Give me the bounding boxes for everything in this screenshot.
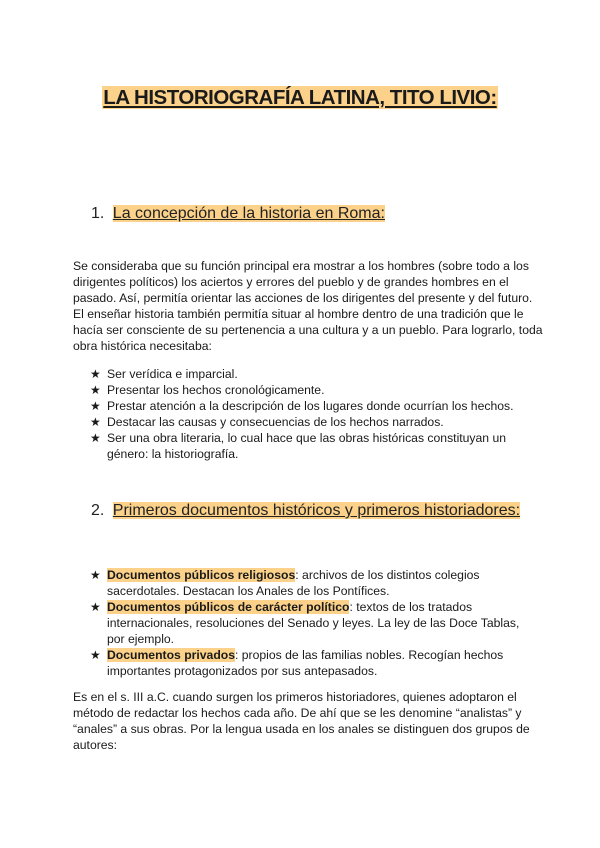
star-icon: ★ <box>90 415 101 429</box>
list-item: ★ Ser verídica e imparcial. <box>90 367 238 381</box>
list-item: ★ Destacar las causas y consecuencias de los hechos narrados. <box>90 415 444 429</box>
section-1-title: La concepción de la historia en Roma: <box>112 205 385 222</box>
term-highlight: Documentos públicos religiosos <box>107 568 296 582</box>
star-icon: ★ <box>90 568 101 582</box>
section-1-number: 1. <box>91 205 105 222</box>
star-icon: ★ <box>90 383 101 397</box>
star-icon: ★ <box>90 648 101 662</box>
section-2-heading <box>91 500 520 522</box>
page-title <box>0 83 600 113</box>
star-icon: ★ <box>90 367 101 381</box>
section-2-title: Primeros documentos históricos y primeros historiadores: <box>112 502 521 519</box>
star-icon: ★ <box>90 600 101 614</box>
term-highlight: Documentos públicos de carácter político <box>107 600 350 614</box>
list-item: ★ Presentar los hechos cronológicamente. <box>90 383 325 397</box>
requirements-list <box>90 366 530 462</box>
section-1-paragraph: Se consideraba que su función principal era mostrar a los hombres (sobre todo a los dirigentes políticos) los aciertos y errores del pueblo y de grandes hombres en el pasado. Así, permitía orientar las acciones de los dirigentes del presente y del futuro. El enseñar historia también permitía situar al hombre dentro de una tradición que le hacía ser consciente de su pertenencia a una cultura y a un pueblo. Para lograrlo, toda obra histórica necesitaba: <box>73 259 543 353</box>
page-title-text: LA HISTORIOGRAFÍA LATINA, TITO LIVIO: <box>103 86 497 109</box>
list-item: ★ Documentos privados: propios de las familias nobles. Recogían hechos importantes protagonizados por sus antepasados. <box>90 648 504 678</box>
list-item: ★ Ser una obra literaria, lo cual hace que las obras históricas constituyan un género: la historiografía. <box>90 431 507 461</box>
section-2-number: 2. <box>91 502 105 519</box>
list-item: ★ Documentos públicos de carácter político: textos de los tratados internacionales, resoluciones del Senado y leyes. La ley de las Doce Tablas, por ejemplo. <box>90 600 520 646</box>
star-icon: ★ <box>90 431 101 445</box>
section-1-heading <box>91 203 385 225</box>
documents-list <box>90 567 530 679</box>
section-2-paragraph: Es en el s. III a.C. cuando surgen los primeros historiadores, quienes adoptaron el método de redactar los hechos cada año. De ahí que se les denomine “analistas” y “anales” a sus obras. Por la lengua usada en los anales se distinguen dos grupos de autores: <box>73 690 530 752</box>
list-item: ★ Prestar atención a la descripción de los lugares donde ocurrían los hechos. <box>90 399 514 413</box>
star-icon: ★ <box>90 399 101 413</box>
term-highlight: Documentos privados <box>107 648 235 662</box>
list-item: ★ Documentos públicos religiosos: archivos de los distintos colegios sacerdotales. Destacan los Anales de los Pontífices. <box>90 568 480 598</box>
